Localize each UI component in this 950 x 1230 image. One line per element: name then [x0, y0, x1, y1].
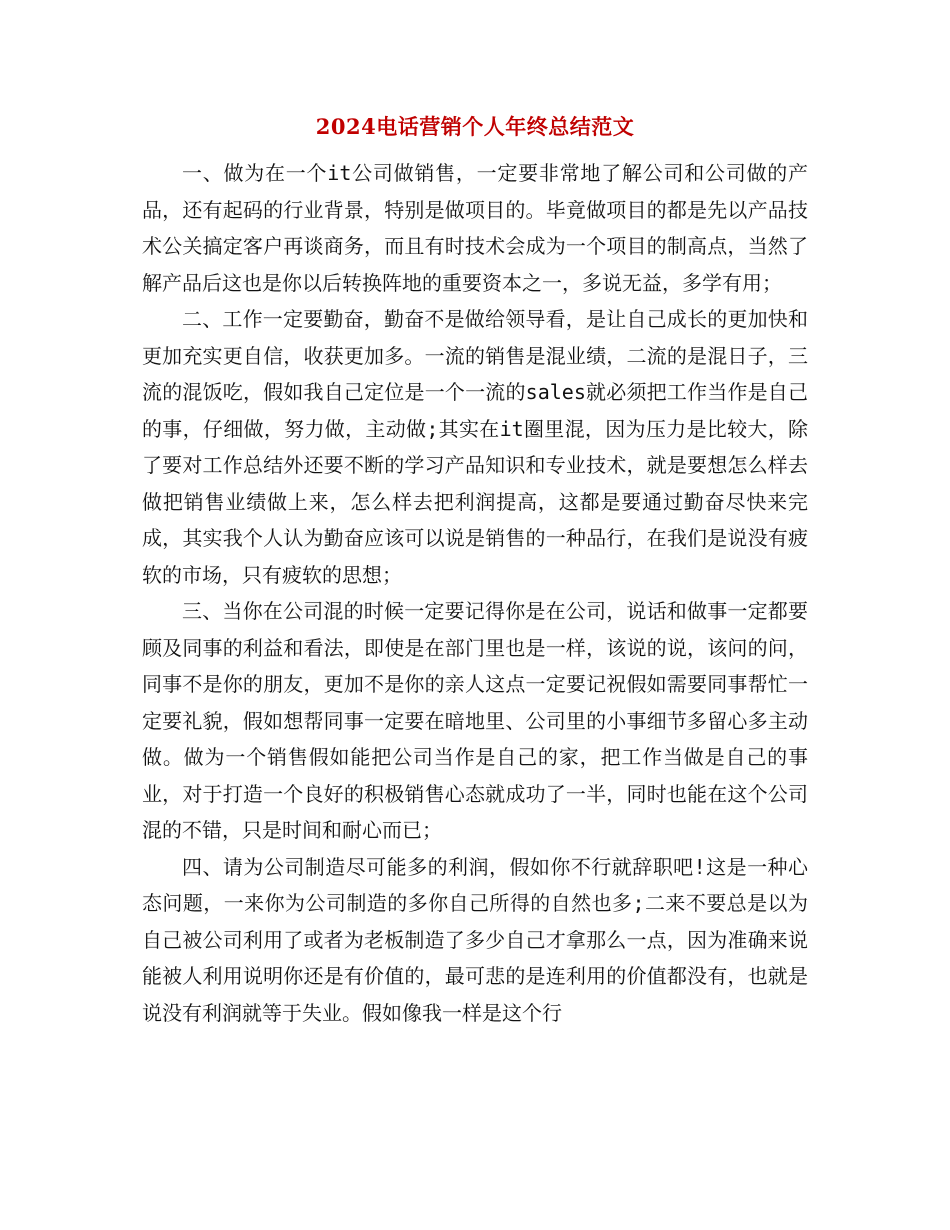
paragraph-4: 四、请为公司制造尽可能多的利润，假如你不行就辞职吧!这是一种心态问题，一来你为公司制造的多你自己所得的自然也多;二来不要总是以为自己被公司利用了或者为老板制造了多少自己才拿那么一点，因为准确来说能被人利用说明你还是有价值的，最可悲的是连利用的价值都没有，也就是说没有利润就等于失业。假如像我一样是这个行 [142, 854, 808, 1025]
document-body [142, 155, 808, 1031]
paragraph-2: 二、工作一定要勤奋，勤奋不是做给领导看，是让自己成长的更加快和更加充实更自信，收获更加多。一流的销售是混业绩，二流的是混日子，三流的混饭吃，假如我自己定位是一个一流的sales就必须把工作当作是自己的事，仔细做，努力做，主动做;其实在it圈里混，因为压力是比较大，除了要对工作总结外还要不断的学习产品知识和专业技术，就是要想怎么样去做把销售业绩做上来，怎么样去把利润提高，这都是要通过勤奋尽快来完成，其实我个人认为勤奋应该可以说是销售的一种品行，在我们是说没有疲软的市场，只有疲软的思想； [142, 307, 808, 587]
paragraph-3: 三、当你在公司混的时候一定要记得你是在公司，说话和做事一定都要顾及同事的利益和看法，即使是在部门里也是一样，该说的说，该问的问，同事不是你的朋友，更加不是你的亲人这点一定要记祝假如需要同事帮忙一定要礼貌，假如想帮同事一定要在暗地里、公司里的小事细节多留心多主动做。做为一个销售假如能把公司当作是自己的家，把工作当做是自己的事业，对于打造一个良好的积极销售心态就成功了一半，同时也能在这个公司混的不错，只是时间和耐心而已； [142, 599, 808, 842]
document-title: 2024电话营销个人年终总结范文 [315, 114, 635, 139]
paragraph-1: 一、做为在一个it公司做销售，一定要非常地了解公司和公司做的产品，还有起码的行业背景，特别是做项目的。毕竟做项目的都是先以产品技术公关搞定客户再谈商务，而且有时技术会成为一个项目的制高点，当然了解产品后这也是你以后转换阵地的重要资本之一，多说无益，多学有用； [142, 161, 808, 295]
